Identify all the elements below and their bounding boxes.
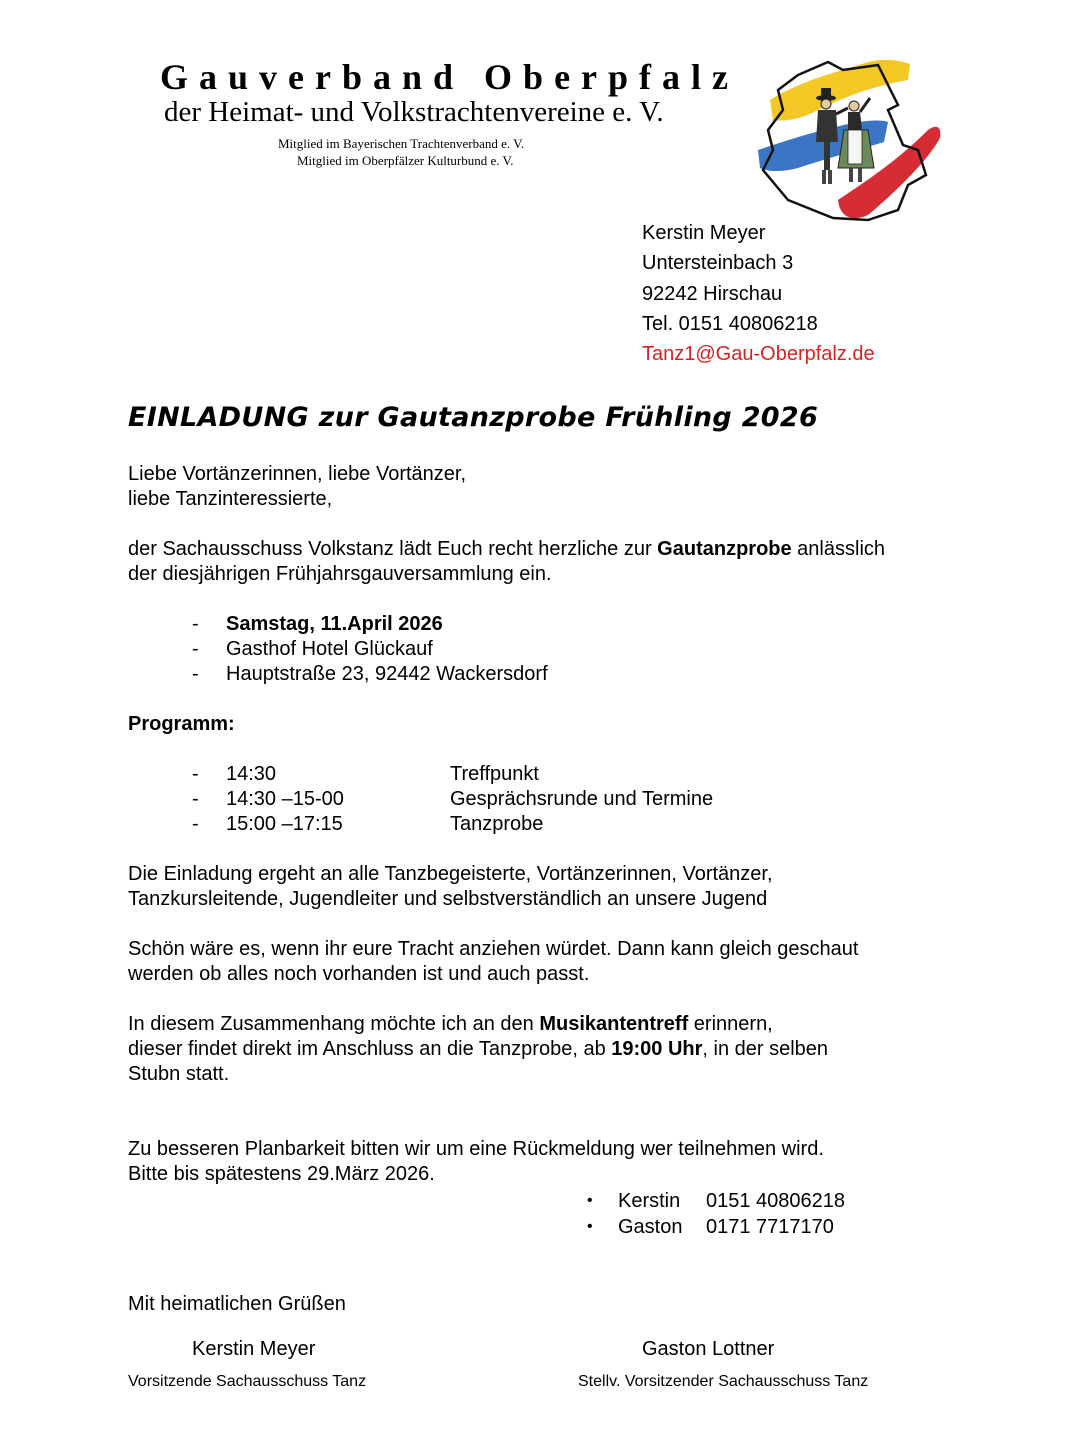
- intro-text: der Sachausschuss Volkstanz lädt Euch recht herzliche zur: [128, 538, 658, 560]
- music-text-end: erinnern,: [688, 1013, 773, 1035]
- rsvp-contact-phone: 0151 40806218: [706, 1190, 846, 1212]
- signature-role-2: Stellv. Vorsitzender Sachausschuss Tanz: [578, 1373, 869, 1390]
- program-label: Treffpunkt: [450, 763, 539, 785]
- program-label: Gesprächsrunde und Termine: [450, 788, 714, 810]
- signature-name-2: Gaston Lottner: [642, 1338, 775, 1360]
- event-venue: Gasthof Hotel Glückauf: [226, 638, 433, 660]
- program-label: Tanzprobe: [450, 813, 544, 835]
- program-time: 14:30 –15-00: [226, 788, 344, 810]
- gauverband-logo-icon: [748, 50, 948, 230]
- document-title: EINLADUNG zur Gautanzprobe Frühling 2026: [128, 402, 819, 433]
- organization-subtitle: der Heimat- und Volkstrachtenvereine e. V.: [164, 96, 664, 128]
- tracht-line-1: Schön wäre es, wenn ihr eure Tracht anziehen würdet. Dann kann gleich geschaut: [128, 938, 859, 960]
- membership-line-2: Mitglied im Oberpfälzer Kulturbund e. V.: [297, 153, 514, 168]
- rsvp-contact-name: Kerstin: [618, 1190, 681, 1212]
- list-dash: -: [192, 663, 199, 685]
- intro-line-2: der diesjährigen Frühjahrsgauversammlung ein.: [128, 563, 552, 585]
- contact-email-link[interactable]: Tanz1@Gau-Oberpfalz.de: [642, 343, 875, 365]
- music-line-2: [128, 1038, 828, 1061]
- rsvp-line-2: Bitte bis spätestens 29.März 2026.: [128, 1163, 435, 1185]
- closing-line: Mit heimatlichen Grüßen: [128, 1293, 346, 1315]
- contact-street: Untersteinbach 3: [642, 252, 794, 274]
- contact-name: Kerstin Meyer: [642, 222, 766, 244]
- intro-bold-text: Gautanzprobe: [657, 538, 792, 560]
- invite-line-2: Tanzkursleitende, Jugendleiter und selbstverständlich an unsere Jugend: [128, 888, 768, 910]
- invite-line-1: Die Einladung ergeht an alle Tanzbegeisterte, Vortänzerinnen, Vortänzer,: [128, 863, 773, 885]
- signature-role-1: Vorsitzende Sachausschuss Tanz: [128, 1373, 367, 1390]
- bullet-icon: •: [587, 1218, 593, 1235]
- bullet-icon: •: [587, 1192, 593, 1209]
- program-time: 15:00 –17:15: [226, 813, 343, 835]
- rsvp-line-1: Zu besseren Planbarkeit bitten wir um eine Rückmeldung wer teilnehmen wird.: [128, 1138, 824, 1160]
- greeting-line-1: Liebe Vortänzerinnen, liebe Vortänzer,: [128, 463, 467, 485]
- list-dash: -: [192, 763, 199, 785]
- intro-text-end: anlässlich: [791, 538, 886, 560]
- logo-dancers: [816, 88, 874, 184]
- rsvp-contact-phone: 0171 7717170: [706, 1216, 834, 1238]
- event-address: Hauptstraße 23, 92442 Wackersdorf: [226, 663, 548, 685]
- contact-phone: Tel. 0151 40806218: [642, 313, 818, 335]
- rsvp-contact-name: Gaston: [618, 1216, 683, 1238]
- greeting-line-2: liebe Tanzinteressierte,: [128, 488, 333, 510]
- music-line-1: [128, 1013, 773, 1036]
- list-dash: -: [192, 613, 199, 635]
- tracht-line-2: werden ob alles noch vorhanden ist und auch passt.: [128, 963, 590, 985]
- music-bold-text: Musikantentreff: [539, 1013, 689, 1035]
- music-time-bold: 19:00 Uhr: [611, 1038, 703, 1060]
- program-heading: Programm:: [128, 713, 235, 735]
- membership-line-1: Mitglied im Bayerischen Trachtenverband e. V.: [278, 136, 525, 151]
- list-dash: -: [192, 638, 199, 660]
- intro-line-1: [128, 538, 885, 561]
- signature-name-1: Kerstin Meyer: [192, 1338, 316, 1360]
- music-line-3: Stubn statt.: [128, 1063, 230, 1085]
- program-time: 14:30: [226, 763, 277, 785]
- contact-city: 92242 Hirschau: [642, 283, 783, 305]
- list-dash: -: [192, 788, 199, 810]
- list-dash: -: [192, 813, 199, 835]
- music-text: dieser findet direkt im Anschluss an die Tanzprobe, ab: [128, 1038, 612, 1060]
- event-date: Samstag, 11.April 2026: [226, 613, 443, 635]
- organization-name: Gauverband Oberpfalz: [160, 57, 740, 97]
- music-text: In diesem Zusammenhang möchte ich an den: [128, 1013, 540, 1035]
- music-text-end: , in der selben: [702, 1038, 829, 1060]
